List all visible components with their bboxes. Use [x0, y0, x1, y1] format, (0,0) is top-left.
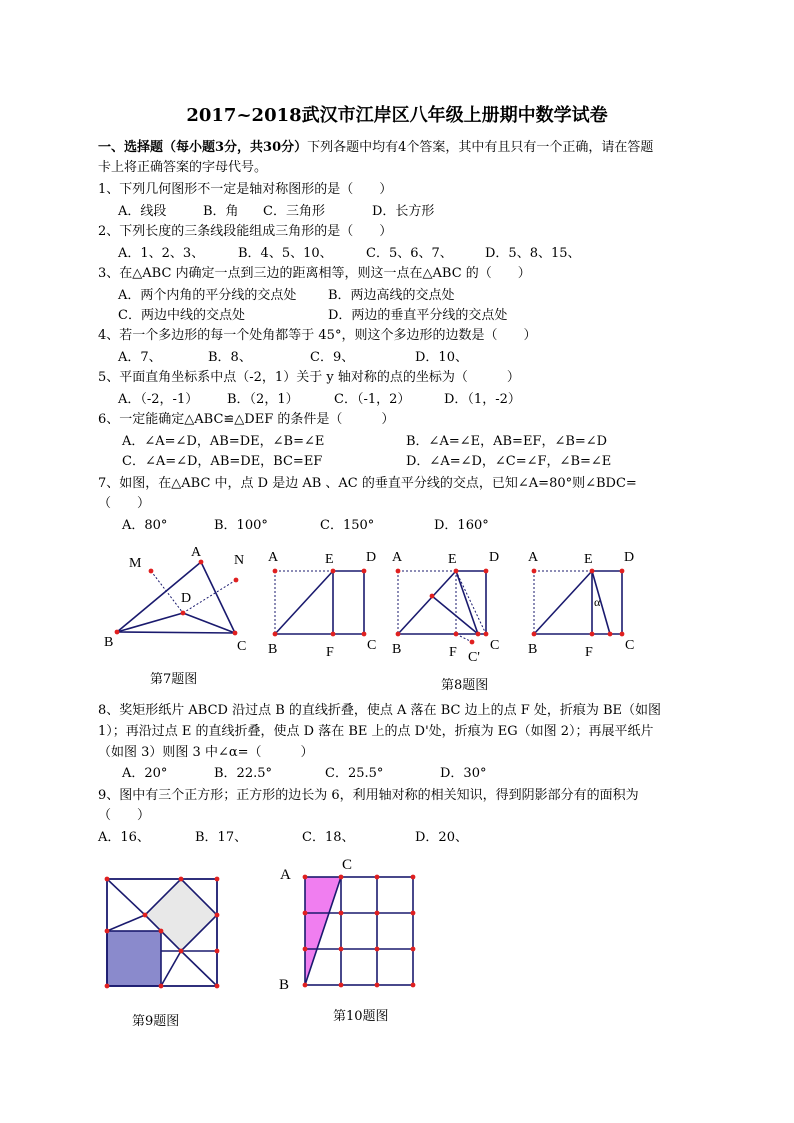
q6-option-b: B．∠A=∠E，AB=EF，∠B=∠D: [406, 434, 608, 449]
p2-point-b: [396, 632, 401, 637]
figure-9: [100, 870, 225, 995]
fig10-point-r2c1: [339, 947, 344, 952]
p3-label-alpha: α: [594, 595, 601, 609]
fig9-point-8: [179, 949, 184, 954]
fig9-shaded-square: [107, 931, 161, 986]
q2-option-a: A．1、2、3、: [118, 246, 205, 261]
q3-option-d: D．两边的垂直平分线的交点处: [328, 308, 508, 323]
fig7-edge-bc: [117, 632, 235, 633]
question-8-line-1: 8、奖矩形纸片 ABCD 沿过点 B 的直线折叠，使点 A 落在 BC 边上的点 F 处，折痕为 BE（如图: [98, 703, 662, 718]
fig10-point-c: [339, 875, 344, 880]
p3-point-f: [590, 632, 595, 637]
q2-option-c: C．5、6、7、: [366, 246, 453, 261]
p3-label-f: F: [585, 645, 593, 660]
q7-option-c: C．150°: [320, 518, 375, 533]
fig9-point-12: [215, 984, 220, 989]
fig10-label-a: A: [280, 867, 291, 883]
p1-label-a: A: [268, 550, 279, 565]
question-8-line-2: 1）；再沿过点 E 的直线折叠，使点 D 落在 BE 上的点 D'处，折痕为 EG（如图 2）；再展平纸片: [98, 724, 654, 739]
p1-point-a: [273, 569, 278, 574]
q4-option-c: C．9、: [310, 350, 355, 365]
figure-7-caption: 第7题图: [150, 672, 198, 687]
fig10-point-b: [303, 983, 308, 988]
q6-option-a: A．∠A=∠D，AB=DE，∠B=∠E: [122, 434, 325, 449]
q3-option-b: B．两边高线的交点处: [328, 288, 455, 303]
fig10-point-r3c3: [411, 983, 416, 988]
fig9-point-1: [105, 877, 110, 882]
p3-label-d: D: [624, 550, 635, 565]
p2-label-b: B: [392, 642, 402, 657]
q1-option-a: A．线段: [118, 204, 167, 219]
p3-point-a: [532, 569, 537, 574]
p3-point-d: [620, 569, 625, 574]
p3-label-a: A: [528, 550, 539, 565]
fig10-point-r0c2: [375, 875, 380, 880]
fig10-point-r1c0: [303, 911, 308, 916]
p2-crease-be: [398, 571, 456, 634]
q6-option-d: D．∠A=∠D，∠C=∠F，∠B=∠E: [406, 454, 612, 469]
p1-label-c: C: [367, 638, 377, 653]
q8-option-b: B．22.5°: [214, 766, 272, 781]
fig10-point-r3c1: [339, 983, 344, 988]
p3-label-b: B: [528, 642, 538, 657]
question-7-stem: 7、如图，在△ABC 中，点 D 是边 AB 、AC 的垂直平分线的交点，已知∠A=80°则∠BDC=: [98, 476, 637, 491]
p1-label-f: F: [326, 645, 334, 660]
fig9-diag-br: [181, 951, 217, 986]
q9-option-c: C．18、: [302, 830, 355, 845]
fig7-label-b: B: [104, 635, 114, 650]
fig9-point-11: [159, 984, 164, 989]
fig7-point-a: [199, 560, 204, 565]
fig10-point-r1c2: [375, 911, 380, 916]
q6-option-c: C．∠A=∠D，AB=DE，BC=EF: [122, 454, 323, 469]
fig10-point-r2c2: [375, 947, 380, 952]
q9-option-a: A．16、: [98, 830, 150, 845]
p3-crease-be: [534, 571, 592, 634]
p2-point-a: [396, 569, 401, 574]
q8-option-d: D．30°: [440, 766, 487, 781]
question-1-stem: 1、下列几何图形不一定是轴对称图形的是（ ）: [98, 182, 393, 197]
fig7-label-m: M: [129, 556, 142, 571]
question-5-stem: 5、平面直角坐标系中点（-2，1）关于 y 轴对称的点的坐标为（ ）: [98, 370, 520, 385]
p2-point-d: [484, 569, 489, 574]
q3-option-a: A．两个内角的平分线的交点处: [118, 288, 297, 303]
q8-option-a: A．20°: [122, 766, 168, 781]
fig10-point-r0c3: [411, 875, 416, 880]
fig9-diag-tl: [107, 879, 145, 915]
question-2-stem: 2、下列长度的三条线段能组成三角形的是（ ）: [98, 224, 393, 239]
fig7-point-m: [149, 569, 154, 574]
section-instructions-2: 卡上将正确答案的字母代号。: [98, 160, 268, 175]
fig7-label-c: C: [237, 639, 247, 654]
fig10-point-r1c1: [339, 911, 344, 916]
p1-point-c: [362, 632, 367, 637]
fig9-point-4: [143, 913, 148, 918]
figure-8-panel-1: [262, 540, 382, 665]
q5-option-a: A．（-2，-1）: [118, 392, 199, 407]
p2-label-d: D: [489, 550, 500, 565]
fig10-point-r3c2: [375, 983, 380, 988]
p3-label-c: C: [625, 638, 635, 653]
p2-point-c-prime: [470, 640, 475, 645]
q1-option-d: D．长方形: [372, 204, 435, 219]
question-3-stem: 3、在△ABC 内确定一点到三边的距离相等，则这一点在△ABC 的（ ）: [98, 266, 531, 281]
fig9-seg-bottom: [161, 951, 181, 986]
fig10-point-r2c3: [411, 947, 416, 952]
fig7-perp-bisector-ab: [151, 571, 183, 613]
fig10-label-c: C: [342, 857, 353, 873]
figure-8-panel-2: [388, 540, 513, 665]
fig7-edge-bd: [117, 613, 183, 632]
fig9-point-3: [215, 877, 220, 882]
p3-point-c: [620, 632, 625, 637]
fig10-point-r2c0: [303, 947, 308, 952]
p3-label-e: E: [584, 552, 593, 567]
q3-option-c: C．两边中线的交点处: [118, 308, 245, 323]
p2-fold-ec: [456, 571, 486, 634]
fig7-point-d: [181, 611, 186, 616]
p2-point-g: [476, 632, 481, 637]
q2-option-d: D．5、8、15、: [485, 246, 581, 261]
p1-point-f: [331, 632, 336, 637]
fig9-seg-left: [107, 915, 145, 931]
q4-option-b: B．8、: [208, 350, 252, 365]
p2-label-e: E: [448, 552, 457, 567]
p1-point-e: [331, 569, 336, 574]
q5-option-c: C．（-1，2）: [334, 392, 411, 407]
q7-option-d: D．160°: [434, 518, 489, 533]
q5-option-b: B．（2，1）: [227, 392, 299, 407]
section-heading: 一、选择题（每小题3分，共30分）: [98, 140, 308, 155]
p2-point-d-prime: [430, 594, 435, 599]
fig9-point-2: [179, 877, 184, 882]
fig7-label-d: D: [181, 591, 192, 606]
p1-point-b: [273, 632, 278, 637]
figure-10: [275, 850, 425, 1000]
fig7-label-n: N: [234, 553, 245, 568]
fig7-label-a: A: [191, 545, 202, 560]
question-4-stem: 4、若一个多边形的每一个处角都等于 45°，则这个多边形的边数是（ ）: [98, 328, 537, 343]
p2-label-a: A: [392, 550, 403, 565]
p1-label-d: D: [366, 550, 377, 565]
question-6-stem: 6、一定能确定△ABC≌△DEF 的条件是（ ）: [98, 412, 395, 427]
fig10-point-a: [303, 875, 308, 880]
q9-option-d: D．20、: [415, 830, 468, 845]
fig7-point-b: [115, 630, 120, 635]
p2-label-f: F: [449, 645, 457, 660]
p1-crease-be: [275, 571, 333, 634]
p3-point-e: [590, 569, 595, 574]
fig9-point-6: [105, 929, 110, 934]
q5-option-d: D．（1，-2）: [444, 392, 521, 407]
p3-point-b: [532, 632, 537, 637]
section-instructions-1: 下列各题中均有4个答案，其中有且只有一个正确，请在答题: [307, 140, 654, 155]
q4-option-a: A．7、: [118, 350, 162, 365]
fig10-label-b: B: [279, 977, 290, 993]
p1-label-b: B: [268, 642, 278, 657]
p2-label-c: C: [490, 638, 500, 653]
fig7-point-c: [233, 631, 238, 636]
fig9-point-5: [215, 913, 220, 918]
question-8-line-3: （如图 3）则图 3 中∠α=（ ）: [98, 745, 314, 760]
section-heading-line: [98, 140, 653, 156]
p3-point-g: [608, 632, 613, 637]
figure-8-caption: 第8题图: [441, 678, 489, 693]
q4-option-d: D．10、: [415, 350, 468, 365]
question-9-line-2: （ ）: [98, 808, 151, 823]
question-9-line-1: 9、图中有三个正方形；正方形的边长为 6，利用轴对称的相关知识，得到阴影部分有的面积为: [98, 788, 639, 803]
fig9-point-10: [105, 984, 110, 989]
figure-9-caption: 第9题图: [132, 1014, 180, 1029]
figure-7: [95, 540, 265, 655]
q7-option-b: B．100°: [214, 518, 268, 533]
p2-label-c-prime: C': [468, 650, 480, 665]
p2-point-c: [484, 632, 489, 637]
question-7-stem-2: （ ）: [98, 496, 151, 511]
q7-option-a: A．80°: [122, 518, 168, 533]
figure-10-caption: 第10题图: [333, 1009, 389, 1024]
p2-point-e: [454, 569, 459, 574]
q9-option-b: B．17、: [195, 830, 248, 845]
fig9-point-7: [159, 929, 164, 934]
p2-point-f: [454, 632, 459, 637]
fig7-point-n: [234, 578, 239, 583]
q8-option-c: C．25.5°: [325, 766, 384, 781]
p1-label-e: E: [325, 552, 334, 567]
page-title: 2017~2018武汉市江岸区八年级上册期中数学试卷: [186, 105, 608, 126]
q2-option-b: B．4、5、10、: [238, 246, 333, 261]
fig9-point-9: [215, 949, 220, 954]
q1-option-c: C．三角形: [263, 204, 325, 219]
q1-option-b: B．角: [203, 204, 239, 219]
fig10-point-r1c3: [411, 911, 416, 916]
figure-8-panel-3: [520, 540, 645, 665]
p1-point-d: [362, 569, 367, 574]
